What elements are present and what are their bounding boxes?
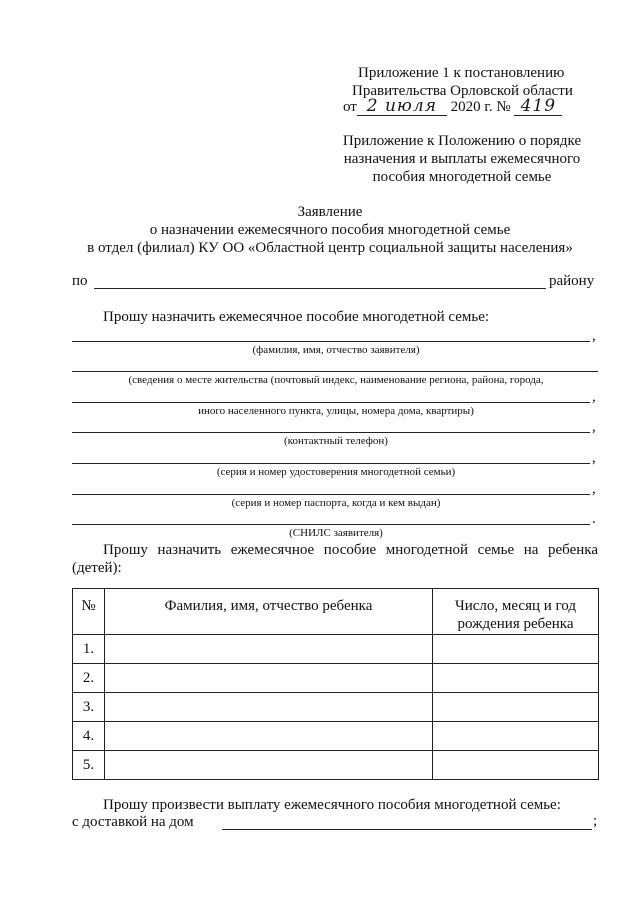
- table-row: [73, 751, 599, 780]
- child-name-cell[interactable]: [105, 635, 433, 664]
- field-end-5: ,: [592, 481, 596, 497]
- field-end-2: ,: [592, 389, 596, 405]
- table-row: [73, 693, 599, 722]
- order-date-handwritten: 2 июля: [357, 97, 447, 116]
- title-line-2: о назначении ежемесячного пособия многодетной семье: [149, 222, 511, 238]
- table-row: [73, 722, 599, 751]
- caption-snils: (СНИЛС заявителя): [289, 527, 383, 539]
- district-input-line[interactable]: [94, 288, 546, 289]
- request-text: Прошу назначить ежемесячное пособие многодетной семье:: [103, 309, 490, 325]
- order-date-row: [343, 97, 562, 116]
- caption-phone: (контактный телефон): [284, 435, 388, 447]
- field-line-address-2[interactable]: [72, 402, 590, 403]
- field-line-applicant-name[interactable]: [72, 341, 590, 342]
- header-birth-date: Число, месяц и год рождения ребенка: [433, 589, 599, 635]
- child-name-cell[interactable]: [105, 722, 433, 751]
- row-number: 3.: [73, 693, 105, 722]
- birth-date-cell[interactable]: [433, 751, 599, 780]
- district-prefix: по: [72, 273, 88, 289]
- title-line-1: Заявление: [297, 204, 363, 220]
- annex-line-3: пособия многодетной семье: [372, 169, 552, 185]
- header-line-1: Приложение 1 к постановлению: [358, 65, 565, 81]
- annex-block: [338, 132, 586, 186]
- row-number: 4.: [73, 722, 105, 751]
- home-delivery-input-line[interactable]: [222, 829, 592, 830]
- document-title: [40, 203, 620, 257]
- field-line-phone[interactable]: [72, 432, 590, 433]
- header-line-2: Правительства Орловской области: [352, 83, 573, 99]
- order-year-number-label: 2020 г. №: [450, 99, 511, 115]
- field-end-4: ,: [592, 450, 596, 466]
- caption-applicant-name: (фамилия, имя, отчество заявителя): [252, 344, 420, 356]
- birth-date-cell[interactable]: [433, 722, 599, 751]
- table-header-row: [73, 589, 599, 635]
- request-children-line-2: (детей):: [72, 560, 122, 576]
- row-number: 1.: [73, 635, 105, 664]
- caption-address-2: иного населенного пункта, улицы, номера дома, квартиры): [198, 405, 474, 417]
- child-name-cell[interactable]: [105, 751, 433, 780]
- request-children-text: [72, 541, 598, 577]
- table-row: [73, 664, 599, 693]
- annex-line-1: Приложение к Положению о порядке: [342, 133, 582, 149]
- birth-date-cell[interactable]: [433, 664, 599, 693]
- table-row: [73, 635, 599, 664]
- child-name-cell[interactable]: [105, 693, 433, 722]
- header-block: [352, 64, 573, 100]
- children-table: [72, 588, 599, 780]
- header-number: №: [73, 589, 105, 635]
- birth-date-cell[interactable]: [433, 693, 599, 722]
- field-line-snils[interactable]: [72, 524, 590, 525]
- header-child-name: Фамилия, имя, отчество ребенка: [105, 589, 433, 635]
- district-suffix: району: [549, 273, 595, 289]
- child-name-cell[interactable]: [105, 664, 433, 693]
- field-end-6: .: [592, 511, 596, 527]
- order-number-handwritten: 419: [514, 97, 562, 116]
- field-end-1: ,: [592, 328, 596, 344]
- request-children-line-1: Прошу назначить ежемесячное пособие многодетной семье на ребенка: [103, 542, 598, 558]
- field-line-passport[interactable]: [72, 494, 590, 495]
- payment-request-text: Прошу произвести выплату ежемесячного пособия многодетной семье:: [103, 797, 561, 813]
- annex-line-2: назначения и выплаты ежемесячного: [343, 151, 581, 167]
- row-number: 2.: [73, 664, 105, 693]
- field-line-family-certificate[interactable]: [72, 463, 590, 464]
- date-prefix: от: [343, 99, 357, 115]
- caption-passport: (серия и номер паспорта, когда и кем выдан): [231, 497, 441, 509]
- birth-date-cell[interactable]: [433, 635, 599, 664]
- caption-family-certificate: (серия и номер удостоверения многодетной семьи): [216, 466, 456, 478]
- caption-address-1: (сведения о месте жительства (почтовый индекс, наименование региона, района, города,: [128, 374, 544, 386]
- title-line-3: в отдел (филиал) КУ ОО «Областной центр социальной защиты населения»: [87, 240, 573, 256]
- home-delivery-end: ;: [593, 813, 598, 829]
- field-line-address-1[interactable]: [72, 371, 598, 372]
- field-end-3: ,: [592, 419, 596, 435]
- row-number: 5.: [73, 751, 105, 780]
- home-delivery-label: с доставкой на дом: [72, 814, 194, 830]
